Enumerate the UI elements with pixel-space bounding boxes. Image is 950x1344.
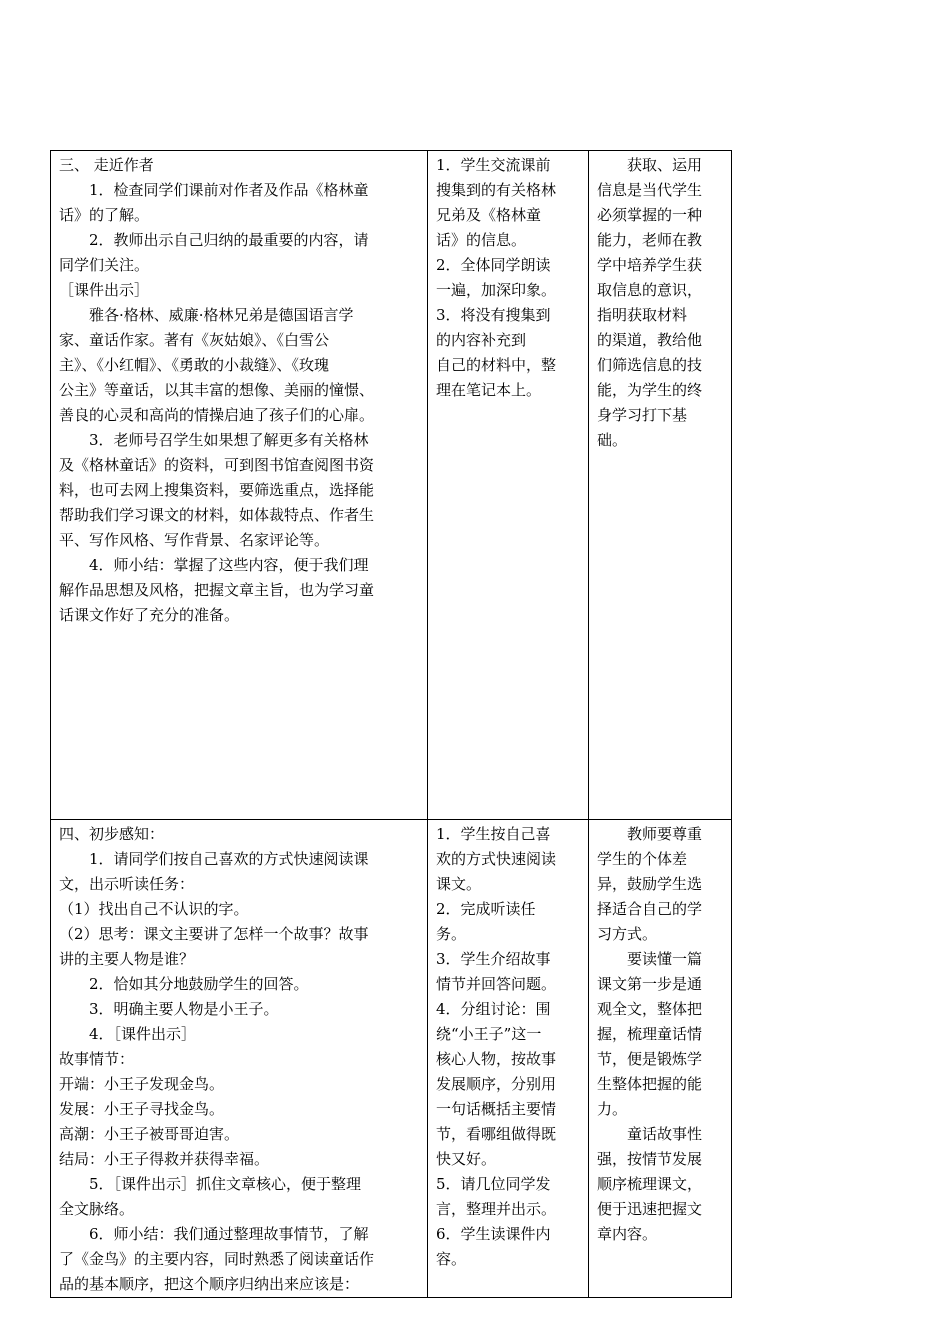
text-line: 故事情节： [59,1050,135,1068]
text-line: 善良的心灵和高尚的情操启迪了孩子们的心扉。 [59,406,375,424]
text-line: 学生的个体差 [597,850,688,868]
text-line: 童话故事性 [627,1125,703,1143]
text-line: 6．师小结：我们通过整理故事情节，了解 [89,1225,369,1243]
text-line: 发展：小王子寻找金鸟。 [59,1100,225,1118]
text-line: 顺序梳理课文， [597,1175,703,1193]
text-line: 便于迅速把握文 [597,1200,703,1218]
text-line: 生整体把握的能 [597,1075,703,1093]
student-activity-cell [428,151,589,820]
text-line: 的内容补充到 [436,331,527,349]
text-line: 要读懂一篇 [627,950,703,968]
text-line: 2．恰如其分地鼓励学生的回答。 [89,975,309,993]
text-line: 课文。 [436,875,482,893]
text-line: 雅各·格林、威廉·格林兄弟是德国语言学 [89,306,354,324]
table-row [51,820,732,1298]
text-line: 一句话概括主要情 [436,1100,557,1118]
teacher-activity-cell [51,151,428,820]
text-line: 3．明确主要人物是小王子。 [89,1000,279,1018]
text-line: 2．全体同学朗读 [436,256,551,274]
text-line: 章内容。 [597,1225,658,1243]
text-line: 了《金鸟》的主要内容，同时熟悉了阅读童话作 [59,1250,375,1268]
student-activity-cell [428,820,589,1298]
text-line: 6．学生读课件内 [436,1225,551,1243]
design-intent-cell [589,151,732,820]
text-line: 观全文，整体把 [597,1000,703,1018]
text-line: 身学习打下基 [597,406,688,424]
text-line: 强，按情节发展 [597,1150,703,1168]
text-line: 取信息的意识， [597,281,703,299]
teacher-activity-cell [51,820,428,1298]
text-line: 快又好。 [436,1150,497,1168]
text-line: ［课件出示］ [59,281,150,299]
text-line: 话》的了解。 [59,206,150,224]
text-line: 4．［课件出示］ [89,1025,197,1043]
text-line: 学中培养学生获 [597,256,703,274]
text-line: 一遍，加深印象。 [436,281,557,299]
text-line: 握，梳理童话情 [597,1025,703,1043]
text-line: 平、写作风格、写作背景、名家评论等。 [59,531,330,549]
text-line: 及《格林童话》的资料，可到图书馆查阅图书资 [59,456,375,474]
text-line: 同学们关注。 [59,256,150,274]
text-line: 料，也可去网上搜集资料，要筛选重点，选择能 [59,481,375,499]
text-line: （2）思考：课文主要讲了怎样一个故事？故事 [59,925,369,943]
text-line: 的渠道，教给他 [597,331,703,349]
text-line: 课文第一步是通 [597,975,703,993]
text-line: 自己的材料中，整 [436,356,557,374]
text-line: 3．学生介绍故事 [436,950,551,968]
text-line: 讲的主要人物是谁？ [59,950,195,968]
text-line: 兄弟及《格林童 [436,206,542,224]
text-line: 1．检查同学们课前对作者及作品《格林童 [89,181,369,199]
text-line: 5．［课件出示］抓住文章核心，便于整理 [89,1175,362,1193]
text-line: 获取、运用 [627,156,703,174]
text-line: 公主》等童话，以其丰富的想像、美丽的憧憬、 [59,381,375,399]
text-line: （1）找出自己不认识的字。 [59,900,249,918]
text-line: 2．完成听读任 [436,900,536,918]
text-line: 结局：小王子得救并获得幸福。 [59,1150,270,1168]
text-line: 节，便是锻炼学 [597,1050,703,1068]
lesson-plan-table [50,150,732,1298]
text-line: 4．分组讨论：围 [436,1000,551,1018]
text-line: 全文脉络。 [59,1200,135,1218]
text-line: 指明获取材料 [597,306,688,324]
text-line: 习方式。 [597,925,658,943]
text-line: 3．老师号召学生如果想了解更多有关格林 [89,431,369,449]
text-line: 话》的信息。 [436,231,527,249]
text-line: 情节并回答问题。 [436,975,557,993]
text-line: 解作品思想及风格，把握文章主旨，也为学习童 [59,581,375,599]
text-line: 发展顺序，分别用 [436,1075,557,1093]
text-line: 异，鼓励学生选 [597,875,703,893]
text-line: 础。 [597,431,628,449]
text-line: 言，整理并出示。 [436,1200,557,1218]
text-line: 四、初步感知： [59,825,165,843]
text-line: 开端：小王子发现金鸟。 [59,1075,225,1093]
text-line: 能力，老师在教 [597,231,703,249]
text-line: 3．将没有搜集到 [436,306,551,324]
text-line: 话课文作好了充分的准备。 [59,606,240,624]
text-line: 容。 [436,1250,467,1268]
text-line: 务。 [436,925,467,943]
text-line: 主》、《小红帽》、《勇敢的小裁缝》、《玫瑰 [59,356,330,374]
text-line: 信息是当代学生 [597,181,703,199]
text-line: 2．教师出示自己归纳的最重要的内容，请 [89,231,369,249]
text-line: 欢的方式快速阅读 [436,850,557,868]
text-line: 高潮：小王子被哥哥迫害。 [59,1125,240,1143]
text-line: 4．师小结：掌握了这些内容，便于我们理 [89,556,369,574]
text-line: 1．请同学们按自己喜欢的方式快速阅读课 [89,850,369,868]
text-line: 1．学生按自己喜 [436,825,551,843]
text-line: 搜集到的有关格林 [436,181,557,199]
text-line: 核心人物，按故事 [436,1050,557,1068]
text-line: 文，出示听读任务： [59,875,195,893]
text-line: 品的基本顺序，把这个顺序归纳出来应该是： [59,1275,360,1293]
design-intent-cell [589,820,732,1298]
text-line: 绕“小王子”这一 [436,1025,542,1043]
text-line: 能，为学生的终 [597,381,703,399]
text-line: 必须掌握的一种 [597,206,703,224]
text-line: 三、 走近作者 [59,156,154,174]
text-line: 力。 [597,1100,628,1118]
text-line: 择适合自己的学 [597,900,703,918]
text-line: 节，看哪组做得既 [436,1125,557,1143]
text-line: 1．学生交流课前 [436,156,551,174]
table-row [51,151,732,820]
text-line: 帮助我们学习课文的材料，如体裁特点、作者生 [59,506,375,524]
text-line: 教师要尊重 [627,825,703,843]
lesson-plan-page [50,150,731,1298]
text-line: 家、童话作家。著有《灰姑娘》、《白雪公 [59,331,330,349]
text-line: 理在笔记本上。 [436,381,542,399]
text-line: 们筛选信息的技 [597,356,703,374]
text-line: 5．请几位同学发 [436,1175,551,1193]
